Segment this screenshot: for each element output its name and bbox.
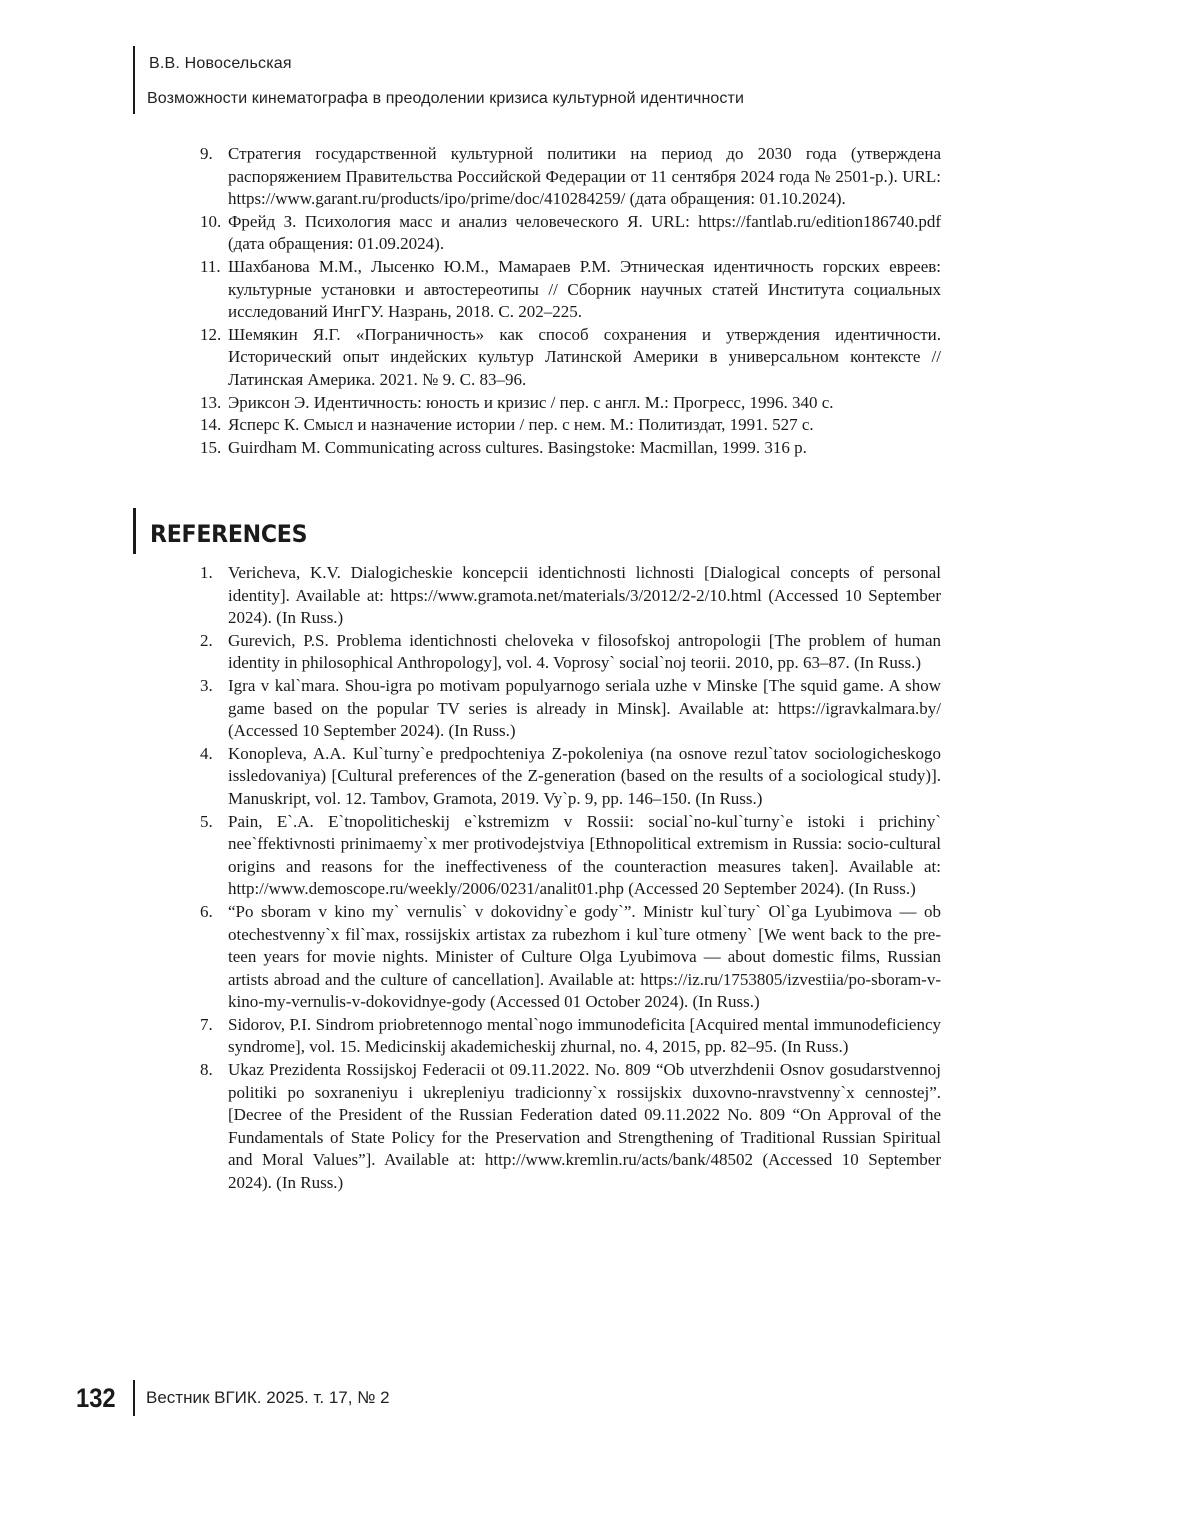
- reference-text: Стратегия государственной культурной политики на период до 2030 года (утверждена распоряжением Правительства Российской Федерации от 11 сентября 2024 года № 2501-р.). URL: https://www.garant.ru/products/ipo/prime/doc/410284259/ (дата обращения: 01.10.2024).: [228, 144, 941, 209]
- references-heading: REFERENCES: [150, 520, 308, 548]
- article-title: Возможности кинематографа в преодолении кризиса культурной идентичности: [147, 90, 744, 107]
- reference-item: [200, 1059, 941, 1195]
- reference-number: 7.: [200, 1014, 213, 1034]
- reference-text: Igra v kal`mara. Shou-igra po motivam populyarnogo seriala uzhe v Minske [The squid game. A show game based on the popular TV series is already in Minsk]. Available at: https://igravkalmara.by/ (Accessed 10 September 2024). (In Russ.): [228, 675, 941, 741]
- journal-citation: Вестник ВГИК. 2025. т. 17, № 2: [146, 1388, 390, 1407]
- reference-number: 11.: [200, 256, 221, 276]
- reference-text: “Po sboram v kino my` vernulis` v dokovidny`e gody`”. Ministr kul`tury` Ol`ga Lyubimova — ob otechestvenny`x fil`max, rossijskix artistax za rubezhom i kul`ture otmeny` [We went back to the pre-teen years for movie nights. Minister of Culture Olga Lyubimova — about domestic films, Russian artists abroad and the culture of cancellation]. Available at: https://iz.ru/1753805/izvestiia/po-sboram-v-kino-my-vernulis-v-dokovidnye-gody (Accessed 01 October 2024). (In Russ.): [228, 901, 941, 1012]
- reference-number: 1.: [200, 563, 213, 582]
- reference-text: Guirdham M. Communicating across cultures. Basingstoke: Macmillan, 1999. 316 p.: [228, 437, 807, 457]
- reference-item: [200, 414, 941, 437]
- page-number: 132: [76, 1383, 116, 1413]
- reference-number: 8.: [200, 1060, 213, 1080]
- reference-text: Gurevich, P.S. Problema identichnosti cheloveka v filosofskoj antropologii [The problem of human identity in philosophical Anthropology], vol. 4. Voprosy` social`noj teorii. 2010, pp. 63–87. (In Russ.): [228, 630, 941, 673]
- reference-item: [200, 324, 941, 392]
- reference-number: 3.: [200, 675, 213, 695]
- reference-item: [200, 211, 941, 256]
- reference-number: 14.: [200, 415, 222, 435]
- references-heading-block: [133, 508, 321, 554]
- reference-number: 15.: [200, 437, 222, 457]
- running-header: [133, 46, 744, 114]
- reference-item: [200, 675, 941, 743]
- reference-item: [200, 143, 941, 211]
- reference-text: Konopleva, A.A. Kul`turny`e predpochteniya Z-pokoleniya (na osnove rezul`tatov sociologicheskogo issledovaniya) [Cultural preferences of the Z-generation (based on the results of a sociological study)]. Manuskript, vol. 12. Tambov, Gramota, 2019. Vy`p. 9, pp. 146–150. (In Russ.): [228, 743, 941, 808]
- reference-text: Pain, E`.A. E`tnopoliticheskij e`kstremizm v Rossii: social`no-kul`turny`e istoki i prichiny` nee`ffektivnosti prinimaemy`x mer protivodejstviya [Ethnopolitical extremism in Russia: socio-cultural origins and reasons for the ineffectiveness of the counteraction measures taken]. Available at: http://www.demoscope.ru/weekly/2006/0231/analit01.php (Accessed 20 September 2024). (In Russ.): [228, 811, 941, 899]
- reference-text: Фрейд З. Психология масс и анализ человеческого Я. URL: https://fantlab.ru/edition186740.pdf (дата обращения: 01.09.2024).: [228, 211, 941, 254]
- reference-number: 6.: [200, 901, 213, 921]
- author-name: В.В. Новосельская: [149, 55, 292, 72]
- reference-item: [200, 256, 941, 324]
- reference-item: [200, 562, 941, 630]
- reference-number: 4.: [200, 743, 213, 763]
- reference-text: Vericheva, K.V. Dialogicheskie koncepcii identichnosti lichnosti [Dialogical concepts of personal identity]. Available at: https://www.gramota.net/materials/3/2012/2-2/10.html (Accessed 10 September 2024). (In Russ.): [228, 563, 941, 628]
- reference-text: Шемякин Я.Г. «Пограничность» как способ сохранения и утверждения идентичности. Исторический опыт индейских культур Латинской Америки в универсальном контексте // Латинская Америка. 2021. № 9. С. 83–96.: [228, 324, 941, 389]
- reference-item: [200, 743, 941, 811]
- reference-number: 9.: [200, 144, 213, 163]
- footer-divider: [133, 1380, 135, 1416]
- reference-text: Шахбанова М.М., Лысенко Ю.М., Мамараев Р.М. Этническая идентичность горских евреев: культурные установки и автостереотипы // Сборник научных статей Института социальных исследований ИнгГУ. Назрань, 2018. С. 202–225.: [228, 256, 941, 322]
- reference-text: Эриксон Э. Идентичность: юность и кризис / пер. с англ. М.: Прогресс, 1996. 340 с.: [228, 392, 834, 412]
- reference-number: 13.: [200, 392, 222, 412]
- reference-item: [200, 811, 941, 901]
- reference-number: 2.: [200, 630, 213, 650]
- english-reference-list: [200, 562, 941, 1195]
- reference-text: Sidorov, P.I. Sindrom priobretennogo mental`nogo immunodeficita [Acquired mental immunodeficiency syndrome], vol. 15. Medicinskij akademicheskij zhurnal, no. 4, 2015, pp. 82–95. (In Russ.): [228, 1014, 941, 1057]
- reference-text: Ясперс К. Смысл и назначение истории / пер. с нем. М.: Политиздат, 1991. 527 с.: [228, 415, 814, 435]
- reference-number: 10.: [200, 211, 222, 231]
- russian-reference-list: [200, 143, 941, 459]
- reference-number: 5.: [200, 811, 213, 831]
- reference-text: Ukaz Prezidenta Rossijskoj Federacii ot 09.11.2022. No. 809 “Ob utverzhdenii Osnov gosudarstvennoj politiki po soxraneniyu i ukrepleniyu tradicionny`x rossijskix duxovno-nravstvenny`x cennostej”. [Decree of the President of the Russian Federation dated 09.11.2022 No. 809 “On Approval of the Fundamentals of State Policy for the Preservation and Strengthening of Traditional Russian Spiritual and Moral Values”]. Available at: http://www.kremlin.ru/acts/bank/48502 (Accessed 10 September 2024). (In Russ.): [228, 1060, 941, 1193]
- reference-item: [200, 630, 941, 675]
- reference-item: [200, 392, 941, 415]
- reference-item: [200, 1014, 941, 1059]
- reference-number: 12.: [200, 324, 222, 344]
- reference-item: [200, 437, 941, 460]
- reference-item: [200, 901, 941, 1014]
